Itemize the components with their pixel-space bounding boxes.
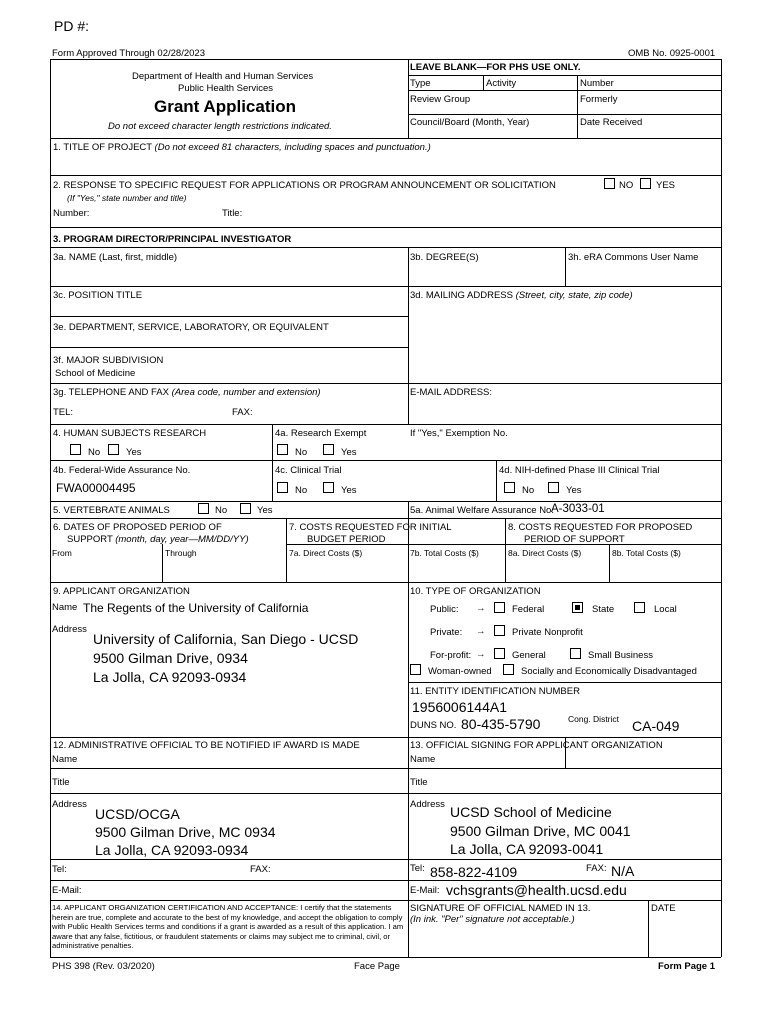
vertebrate-animals-label: 5. VERTEBRATE ANIMALS [53,505,170,516]
org-woman-owned-checkbox[interactable] [410,664,421,675]
org-private-nonprofit-label: Private Nonprofit [512,627,583,638]
entity-id-value[interactable]: 1956006144A1 [412,699,507,715]
signature-label: SIGNATURE OF OFFICIAL NAMED IN 13. [410,903,591,914]
admin-address-line2[interactable]: 9500 Gilman Drive, MC 0934 [95,824,276,840]
signing-email-value[interactable]: vchsgrants@health.ucsd.edu [446,882,627,898]
signature-note: (In ink. "Per" signature not acceptable.) [410,914,575,925]
initial-costs-label: 7. COSTS REQUESTED FOR INITIAL [289,522,452,533]
signing-tel-label: Tel: [410,863,425,874]
leave-blank-formerly: Formerly [580,94,618,105]
phase3-no-checkbox[interactable] [504,482,515,493]
support-through-label: Through [165,548,197,558]
omb-number: OMB No. 0925-0001 [628,48,716,59]
duns-value[interactable]: 80-435-5790 [461,716,541,732]
admin-address-label: Address [52,799,87,810]
admin-fax-label: FAX: [250,864,271,875]
response-no-checkbox[interactable] [604,178,615,189]
research-exempt-no-checkbox[interactable] [277,444,288,455]
proposed-costs-label-2: PERIOD OF SUPPORT [524,534,625,545]
cong-district-value[interactable]: CA-049 [632,718,680,734]
applicant-address-label: Address [52,624,87,635]
fwa-label: 4b. Federal-Wide Assurance No. [53,465,191,476]
leave-blank-review-group: Review Group [410,94,471,105]
org-woman-owned-label: Woman-owned [428,666,492,677]
initial-direct-costs-label: 7a. Direct Costs ($) [289,548,363,558]
response-title-label: Title: [222,208,243,219]
certification-text: 14. APPLICANT ORGANIZATION CERTIFICATION AND ACCEPTANCE: I certify that the statements herein are true, complete and accurate to the best of my knowledge, and accept the obligation to comply with Public Health Services terms and conditions if a grant is awarded as a result of this application. I am aware that any false, fictitious, or fraudulent statements or claims may subject me to criminal, civil, or administrative penalties. [52,903,404,951]
org-local-label: Local [654,604,677,615]
signing-fax-label: FAX: [586,863,607,874]
signing-official-label: 13. OFFICIAL SIGNING FOR APPLICANT ORGANIZATION [410,740,663,751]
phase3-yes-label: Yes [566,485,582,496]
human-subjects-yes-checkbox[interactable] [108,444,119,455]
applicant-address-line2[interactable]: 9500 Gilman Drive, 0934 [93,650,248,666]
pi-degree-label: 3b. DEGREE(S) [410,252,479,263]
support-dates-label-2: SUPPORT (month, day, year—MM/DD/YY) [67,534,249,545]
project-title-field[interactable] [52,154,718,173]
phase3-no-label: No [522,485,535,496]
form-page-number: Form Page 1 [658,961,716,972]
admin-tel-label: Tel: [52,864,67,875]
leave-blank-activity: Activity [486,78,517,89]
pi-mailing-label: 3d. MAILING ADDRESS (Street, city, state, zip code) [410,290,633,301]
org-state-label: State [592,604,615,615]
admin-title-label: Title [52,777,70,788]
clinical-trial-label: 4c. Clinical Trial [275,465,342,476]
support-from-label: From [52,548,72,558]
signing-fax-value[interactable]: N/A [611,863,635,879]
signing-address-line3[interactable]: La Jolla, CA 92093-0041 [450,841,604,857]
applicant-name-value[interactable]: The Regents of the University of California [83,601,309,615]
leave-blank-title: LEAVE BLANK—FOR PHS USE ONLY. [410,62,581,73]
pd-number-label: PD #: [54,18,90,34]
phase3-yes-checkbox[interactable] [548,482,559,493]
applicant-org-label: 9. APPLICANT ORGANIZATION [53,586,190,597]
initial-total-costs-label: 7b. Total Costs ($) [410,548,479,558]
org-local-checkbox[interactable] [634,602,645,613]
research-exempt-yes-checkbox[interactable] [323,444,334,455]
signing-address-line1[interactable]: UCSD School of Medicine [450,804,612,820]
response-yes-label: YES [656,180,676,191]
vertebrate-no-checkbox[interactable] [198,503,209,514]
research-exempt-no-label: No [295,447,308,458]
signing-address-line2[interactable]: 9500 Gilman Drive, MC 0041 [450,823,631,839]
arrow-icon: → [476,626,486,637]
org-federal-checkbox[interactable] [494,602,505,613]
face-page-label: Face Page [354,961,400,972]
admin-email-label: E-Mail: [52,885,82,896]
applicant-address-line1[interactable]: University of California, San Diego - UCSD [93,631,359,647]
leave-blank-number: Number [580,78,614,89]
research-exempt-yes-label: Yes [341,447,357,458]
animal-welfare-label: 5a. Animal Welfare Assurance No. [410,505,554,516]
org-private-nonprofit-checkbox[interactable] [494,625,505,636]
leave-blank-date-received: Date Received [580,117,643,128]
human-subjects-label: 4. HUMAN SUBJECTS RESEARCH [53,428,207,439]
date-field[interactable] [651,916,717,954]
fwa-value[interactable]: FWA00004495 [56,481,136,495]
cong-district-label: Cong. District [568,714,620,724]
pi-tel-label: TEL: [53,407,74,418]
org-small-business-checkbox[interactable] [570,648,581,659]
leave-blank-council: Council/Board (Month, Year) [410,117,530,128]
pi-department-label: 3e. DEPARTMENT, SERVICE, LABORATORY, OR EQUIVALENT [53,322,329,333]
proposed-direct-costs-label: 8a. Direct Costs ($) [508,548,582,558]
response-no-label: NO [619,180,634,191]
form-revision: PHS 398 (Rev. 03/2020) [52,961,155,972]
org-general-label: General [512,650,546,661]
human-subjects-yes-label: Yes [126,447,142,458]
initial-costs-label-2: BUDGET PERIOD [307,534,386,545]
pi-subdivision-label: 3f. MAJOR SUBDIVISION [53,355,164,366]
response-note: (If "Yes," state number and title) [67,193,187,203]
arrow-icon: → [476,603,486,614]
vertebrate-yes-label: Yes [257,505,273,516]
org-public-label: Public: [430,604,459,615]
signing-tel-value[interactable]: 858-822-4109 [430,864,518,880]
pi-telephone-label: 3g. TELEPHONE AND FAX (Area code, number and extension) [53,387,321,398]
clinical-trial-no-label: No [295,485,308,496]
support-dates-label: 6. DATES OF PROPOSED PERIOD OF [53,522,222,533]
response-request-label: 2. RESPONSE TO SPECIFIC REQUEST FOR APPLICATIONS OR PROGRAM ANNOUNCEMENT OR SOLICITATION [53,180,556,191]
dept-subname: Public Health Services [178,83,274,94]
pi-fax-label: FAX: [232,407,253,418]
date-label: DATE [651,903,676,914]
clinical-trial-yes-checkbox[interactable] [323,482,334,493]
org-disadvantaged-checkbox[interactable] [503,664,514,675]
clinical-trial-no-checkbox[interactable] [277,482,288,493]
response-yes-checkbox[interactable] [640,178,651,189]
signing-address-label: Address [410,799,445,810]
clinical-trial-yes-label: Yes [341,485,357,496]
proposed-total-costs-label: 8b. Total Costs ($) [612,548,681,558]
org-federal-label: Federal [512,604,545,615]
pi-position-label: 3c. POSITION TITLE [53,290,143,301]
pi-section-label: 3. PROGRAM DIRECTOR/PRINCIPAL INVESTIGATOR [53,234,292,245]
animal-welfare-value[interactable]: A-3033-01 [551,503,605,515]
applicant-address-line3[interactable]: La Jolla, CA 92093-0934 [93,669,247,685]
admin-name-label: Name [52,754,78,765]
admin-address-line3[interactable]: La Jolla, CA 92093-0934 [95,842,249,858]
org-type-label: 10. TYPE OF ORGANIZATION [410,586,541,597]
length-note: Do not exceed character length restrictions indicated. [108,121,332,132]
org-forprofit-label: For-profit: [430,650,472,661]
admin-address-line1[interactable]: UCSD/OCGA [95,806,180,822]
vertebrate-yes-checkbox[interactable] [240,503,251,514]
response-number-label: Number: [53,208,90,219]
human-subjects-no-checkbox[interactable] [70,444,81,455]
org-general-checkbox[interactable] [494,648,505,659]
exemption-number-label: If "Yes," Exemption No. [410,428,508,439]
leave-blank-type: Type [410,78,431,89]
proposed-costs-label: 8. COSTS REQUESTED FOR PROPOSED [508,522,693,533]
pi-era-label: 3h. eRA Commons User Name [568,252,699,263]
signing-email-label: E-Mail: [410,885,440,896]
applicant-name-label: Name [52,602,78,613]
duns-label: DUNS NO. [410,720,457,731]
org-private-label: Private: [430,627,463,638]
org-small-business-label: Small Business [588,650,653,661]
pi-name-label: 3a. NAME (Last, first, middle) [53,252,178,263]
signing-name-label: Name [410,754,436,765]
dept-name: Department of Health and Human Services [132,71,314,82]
entity-id-label: 11. ENTITY IDENTIFICATION NUMBER [410,686,580,697]
vertebrate-no-label: No [215,505,228,516]
org-disadvantaged-label: Socially and Economically Disadvantaged [521,666,697,677]
research-exempt-label: 4a. Research Exempt [275,428,367,439]
admin-official-label: 12. ADMINISTRATIVE OFFICIAL TO BE NOTIFIED IF AWARD IS MADE [53,740,360,751]
form-approved-date: Form Approved Through 02/28/2023 [52,48,205,59]
arrow-icon: → [476,649,486,660]
phase3-trial-label: 4d. NIH-defined Phase III Clinical Trial [499,465,660,476]
project-title-label: 1. TITLE OF PROJECT (Do not exceed 81 characters, including spaces and punctuation.) [53,142,431,153]
org-state-checkbox[interactable] [572,602,583,613]
signing-title-label: Title [410,777,428,788]
pi-subdivision-value[interactable]: School of Medicine [55,368,136,379]
signature-field[interactable] [410,926,644,954]
pi-email-label: E-MAIL ADDRESS: [410,387,493,398]
page-title: Grant Application [154,97,296,116]
human-subjects-no-label: No [88,447,101,458]
